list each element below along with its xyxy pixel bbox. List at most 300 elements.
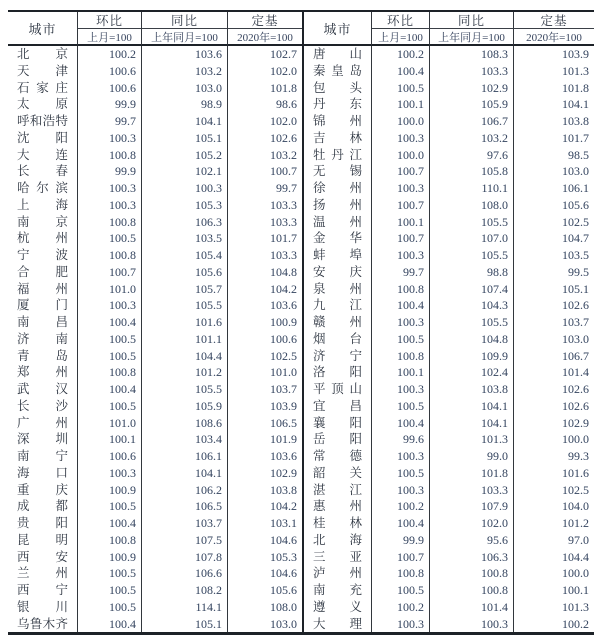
city-cell <box>304 515 372 532</box>
index-column-subheader: 上月=100 <box>372 29 430 46</box>
city-char: 丹 <box>331 147 344 162</box>
city-char: 三 <box>313 549 326 564</box>
yoy-value-cell: 105.5 <box>430 314 514 331</box>
yoy-value-cell: 105.5 <box>142 297 228 314</box>
city-char: 吉 <box>313 130 326 145</box>
yoy-value-cell: 97.6 <box>430 147 514 164</box>
base-value-cell: 105.6 <box>562 197 589 212</box>
city-char: 岛 <box>55 348 68 363</box>
base-value-cell: 102.9 <box>562 415 589 430</box>
city-char: 海 <box>349 532 362 547</box>
mom-value-cell: 100.7 <box>372 549 430 566</box>
mom-value-cell: 101.0 <box>78 415 142 432</box>
city-char: 长 <box>17 164 30 179</box>
city-char: 包 <box>313 80 326 95</box>
city-cell <box>304 498 372 515</box>
yoy-value-cell: 105.1 <box>142 616 228 633</box>
city-char: 秦 <box>313 63 326 78</box>
city-char: 亚 <box>349 549 362 564</box>
mom-value-cell: 100.2 <box>372 599 430 616</box>
base-value-cell: 103.5 <box>562 248 589 262</box>
yoy-value-cell: 110.1 <box>430 180 514 197</box>
yoy-value-cell: 105.6 <box>142 264 228 281</box>
city-cell <box>8 381 78 398</box>
yoy-value-cell: 101.4 <box>430 599 514 616</box>
city-char: 山 <box>349 47 362 61</box>
yoy-value-cell: 98.9 <box>142 96 228 113</box>
yoy-value-cell: 107.5 <box>142 532 228 549</box>
base-value-cell: 106.5 <box>270 415 297 430</box>
city-char: 烟 <box>313 331 326 346</box>
yoy-value-cell: 104.4 <box>142 348 228 365</box>
mom-value-cell: 100.4 <box>372 297 430 314</box>
yoy-value-cell: 102.0 <box>430 515 514 532</box>
yoy-value-cell: 114.1 <box>142 599 228 616</box>
city-char: 圳 <box>55 432 68 447</box>
city-char: 锡 <box>349 164 362 179</box>
city-char: 明 <box>55 532 68 547</box>
city-char: 阳 <box>55 516 68 530</box>
index-column-subheader: 上年同月=100 <box>430 29 514 46</box>
city-char: 牡 <box>313 147 326 162</box>
mom-value-cell: 100.3 <box>372 448 430 465</box>
mom-value-cell: 99.9 <box>372 532 430 549</box>
mom-value-cell: 100.5 <box>78 498 142 515</box>
yoy-value-cell: 108.0 <box>430 197 514 214</box>
city-char: 尔 <box>36 181 49 195</box>
mom-value-cell: 100.7 <box>372 163 430 180</box>
yoy-value-cell: 106.2 <box>142 482 228 499</box>
city-char: 南 <box>17 449 30 463</box>
city-cell <box>8 398 78 415</box>
city-char: 温 <box>313 214 326 229</box>
city-cell <box>304 214 372 231</box>
city-char: 洛 <box>313 365 326 380</box>
yoy-value-cell: 104.8 <box>430 331 514 348</box>
yoy-value-cell: 103.3 <box>430 63 514 80</box>
city-char: 州 <box>55 415 68 430</box>
base-value-cell: 105.1 <box>562 281 589 296</box>
city-char: 海 <box>55 197 68 212</box>
city-char: 江 <box>349 147 362 162</box>
city-char: 齐 <box>55 616 68 631</box>
mom-value-cell: 100.7 <box>78 264 142 281</box>
city-char: 南 <box>313 583 326 597</box>
city-char: 连 <box>55 147 68 162</box>
yoy-value-cell: 103.2 <box>430 130 514 147</box>
city-cell <box>304 381 372 398</box>
city-char: 广 <box>17 415 30 430</box>
city-char: 金 <box>313 231 326 246</box>
city-cell <box>304 180 372 197</box>
mom-value-cell: 100.4 <box>372 63 430 80</box>
base-value-cell: 103.8 <box>270 482 297 497</box>
city-cell <box>8 582 78 599</box>
mom-value-cell: 100.5 <box>78 398 142 415</box>
base-value-cell: 102.9 <box>270 465 297 480</box>
city-cell <box>8 130 78 147</box>
yoy-value-cell: 105.1 <box>142 130 228 147</box>
base-value-cell: 102.6 <box>270 130 297 145</box>
city-char: 乌 <box>17 616 30 631</box>
base-value-cell: 101.7 <box>562 130 589 145</box>
base-value-cell: 102.6 <box>562 298 589 313</box>
base-value-cell: 99.3 <box>568 449 589 463</box>
base-value-cell: 103.1 <box>270 516 297 530</box>
yoy-value-cell: 108.3 <box>430 46 514 63</box>
city-char: 埠 <box>349 248 362 262</box>
base-value-cell: 103.0 <box>562 164 589 179</box>
base-value-cell: 102.5 <box>562 482 589 497</box>
base-value-cell: 101.8 <box>562 80 589 95</box>
city-char: 北 <box>313 532 326 547</box>
mom-value-cell: 100.4 <box>78 515 142 532</box>
city-char: 海 <box>17 465 30 480</box>
city-char: 台 <box>349 331 362 346</box>
yoy-value-cell: 105.9 <box>142 398 228 415</box>
city-char: 扬 <box>313 197 326 212</box>
base-value-cell: 98.5 <box>568 147 589 162</box>
city-cell <box>304 163 372 180</box>
base-value-cell: 108.0 <box>270 599 297 614</box>
city-char: 州 <box>55 281 68 296</box>
city-char: 长 <box>17 398 30 413</box>
city-char: 无 <box>313 164 326 179</box>
base-value-cell: 100.9 <box>270 315 297 329</box>
base-value-cell: 103.7 <box>562 315 589 329</box>
mom-value-cell: 100.0 <box>372 147 430 164</box>
mom-value-cell: 100.9 <box>78 482 142 499</box>
index-column-header: 环比 <box>372 12 430 29</box>
index-column-header: 定基 <box>228 12 302 29</box>
city-char: 都 <box>55 499 68 514</box>
city-char: 呼 <box>17 114 30 128</box>
city-char: 特 <box>55 114 68 128</box>
city-cell <box>8 549 78 566</box>
base-value-cell: 101.9 <box>270 432 297 447</box>
mom-value-cell: 99.7 <box>372 264 430 281</box>
city-char: 武 <box>17 382 30 396</box>
city-cell <box>8 46 78 63</box>
yoy-value-cell: 102.4 <box>430 364 514 381</box>
city-char: 安 <box>313 264 326 279</box>
city-char: 庆 <box>349 264 362 279</box>
mom-value-cell: 100.8 <box>372 281 430 298</box>
base-value-cell: 102.7 <box>270 47 297 61</box>
base-value-cell: 102.0 <box>270 63 297 78</box>
price-index-table-left <box>8 10 304 635</box>
city-char: 宁 <box>55 583 68 597</box>
mom-value-cell: 99.6 <box>372 431 430 448</box>
city-char: 南 <box>17 315 30 329</box>
city-char: 阳 <box>349 415 362 430</box>
city-char: 庄 <box>55 80 68 95</box>
city-char: 南 <box>55 331 68 346</box>
yoy-value-cell: 101.1 <box>142 331 228 348</box>
city-char: 岳 <box>313 432 326 447</box>
city-char: 滨 <box>55 181 68 195</box>
city-cell <box>304 297 372 314</box>
yoy-value-cell: 104.1 <box>430 415 514 432</box>
mom-value-cell: 99.9 <box>78 163 142 180</box>
city-cell <box>304 482 372 499</box>
city-char: 唐 <box>313 47 326 61</box>
city-char: 家 <box>36 80 49 95</box>
base-value-cell: 106.1 <box>562 181 589 195</box>
city-char: 庆 <box>55 482 68 497</box>
city-cell <box>8 515 78 532</box>
price-index-tables <box>8 10 594 635</box>
base-value-cell: 103.0 <box>562 331 589 346</box>
city-char: 泸 <box>313 566 326 581</box>
city-char: 常 <box>313 449 326 463</box>
city-char: 上 <box>17 197 30 212</box>
mom-value-cell: 100.5 <box>78 348 142 365</box>
city-char: 山 <box>349 382 362 396</box>
city-char: 门 <box>55 298 68 313</box>
base-value-cell: 103.3 <box>270 214 297 229</box>
yoy-value-cell: 103.8 <box>430 381 514 398</box>
city-cell <box>8 281 78 298</box>
base-value-cell: 103.2 <box>270 147 297 162</box>
yoy-value-cell: 101.6 <box>142 314 228 331</box>
mom-value-cell: 100.3 <box>78 197 142 214</box>
city-cell <box>304 431 372 448</box>
mom-value-cell: 100.1 <box>372 96 430 113</box>
mom-value-cell: 100.3 <box>78 180 142 197</box>
base-value-cell: 104.6 <box>270 566 297 581</box>
base-value-cell: 104.6 <box>270 532 297 547</box>
city-char: 丹 <box>313 97 326 112</box>
index-column-header: 同比 <box>142 12 228 29</box>
mom-value-cell: 100.5 <box>78 565 142 582</box>
yoy-value-cell: 107.8 <box>142 549 228 566</box>
base-value-cell: 100.2 <box>562 616 589 631</box>
city-cell <box>8 314 78 331</box>
index-column-subheader: 2020年=100 <box>228 29 302 46</box>
mom-value-cell: 100.3 <box>372 381 430 398</box>
base-value-cell: 104.7 <box>562 231 589 246</box>
city-char: 兰 <box>17 566 30 581</box>
index-column-header: 定基 <box>514 12 594 29</box>
base-value-cell: 102.6 <box>562 382 589 396</box>
base-value-cell: 104.2 <box>270 499 297 514</box>
city-cell <box>304 582 372 599</box>
city-cell <box>304 130 372 147</box>
city-char: 重 <box>17 482 30 497</box>
yoy-value-cell: 107.0 <box>430 230 514 247</box>
city-char: 鲁 <box>29 616 43 631</box>
city-char: 哈 <box>17 181 30 195</box>
city-char: 宁 <box>17 248 30 262</box>
price-index-table-right <box>304 10 594 635</box>
city-cell <box>8 532 78 549</box>
mom-value-cell: 100.3 <box>78 465 142 482</box>
mom-value-cell: 100.3 <box>372 180 430 197</box>
base-value-cell: 104.0 <box>562 499 589 514</box>
city-char: 州 <box>349 181 362 195</box>
city-char: 福 <box>17 281 30 296</box>
base-value-cell: 102.6 <box>562 398 589 413</box>
yoy-value-cell: 99.0 <box>430 448 514 465</box>
city-char: 杭 <box>17 231 30 246</box>
city-char: 州 <box>349 197 362 212</box>
city-char: 宁 <box>55 449 68 463</box>
yoy-value-cell: 104.1 <box>142 465 228 482</box>
city-char: 州 <box>55 566 68 581</box>
base-value-cell: 101.8 <box>270 80 297 95</box>
city-char: 木 <box>42 616 56 631</box>
mom-value-cell: 100.7 <box>372 230 430 247</box>
city-cell <box>304 113 372 130</box>
city-char: 肥 <box>55 264 68 279</box>
yoy-value-cell: 100.8 <box>430 565 514 582</box>
yoy-value-cell: 106.1 <box>142 448 228 465</box>
mom-value-cell: 100.5 <box>372 80 430 97</box>
base-value-cell: 105.3 <box>270 549 297 564</box>
city-cell <box>8 80 78 97</box>
city-char: 沙 <box>55 398 68 413</box>
city-char: 华 <box>349 231 362 246</box>
mom-value-cell: 100.8 <box>78 214 142 231</box>
yoy-value-cell: 104.3 <box>430 297 514 314</box>
city-char: 惠 <box>313 499 326 514</box>
base-value-cell: 104.2 <box>270 281 297 296</box>
base-value-cell: 98.6 <box>276 97 297 112</box>
yoy-value-cell: 98.8 <box>430 264 514 281</box>
city-cell <box>304 264 372 281</box>
base-value-cell: 102.5 <box>562 214 589 229</box>
city-cell <box>304 281 372 298</box>
index-column-header: 同比 <box>430 12 514 29</box>
base-value-cell: 101.3 <box>562 63 589 78</box>
yoy-value-cell: 106.3 <box>430 549 514 566</box>
mom-value-cell: 100.5 <box>78 230 142 247</box>
city-cell <box>8 214 78 231</box>
base-value-cell: 101.4 <box>562 365 589 380</box>
mom-value-cell: 100.4 <box>372 415 430 432</box>
city-cell <box>304 96 372 113</box>
city-char: 徐 <box>313 181 326 195</box>
city-char: 西 <box>17 583 30 597</box>
city-char: 沈 <box>17 130 30 145</box>
city-char: 宁 <box>349 348 362 363</box>
city-cell <box>8 180 78 197</box>
city-char: 州 <box>349 214 362 229</box>
yoy-value-cell: 101.2 <box>142 364 228 381</box>
yoy-value-cell: 105.8 <box>430 163 514 180</box>
yoy-value-cell: 107.4 <box>430 281 514 298</box>
city-cell <box>304 599 372 616</box>
city-char: 林 <box>349 516 362 530</box>
city-char: 太 <box>17 97 30 112</box>
base-value-cell: 101.2 <box>562 516 589 530</box>
city-char: 昆 <box>17 532 30 547</box>
city-cell <box>304 364 372 381</box>
city-column-header: 城市 <box>8 12 78 46</box>
mom-value-cell: 100.6 <box>78 80 142 97</box>
city-char: 岛 <box>349 63 362 78</box>
city-cell <box>8 498 78 515</box>
city-cell <box>8 331 78 348</box>
yoy-value-cell: 103.2 <box>142 63 228 80</box>
city-char: 波 <box>55 248 68 262</box>
city-char: 天 <box>17 63 30 78</box>
city-char: 赣 <box>313 315 326 329</box>
city-char: 合 <box>17 264 30 279</box>
yoy-value-cell: 105.5 <box>430 214 514 231</box>
city-cell <box>304 616 372 633</box>
city-char: 浩 <box>42 114 56 128</box>
city-cell <box>304 247 372 264</box>
yoy-value-cell: 105.7 <box>142 281 228 298</box>
mom-value-cell: 100.1 <box>78 431 142 448</box>
yoy-value-cell: 100.3 <box>142 180 228 197</box>
base-value-cell: 99.5 <box>568 264 589 279</box>
yoy-value-cell: 103.6 <box>142 46 228 63</box>
yoy-value-cell: 104.1 <box>430 398 514 415</box>
city-char: 川 <box>55 599 68 614</box>
mom-value-cell: 99.9 <box>78 96 142 113</box>
city-char: 津 <box>55 63 68 78</box>
city-cell <box>8 348 78 365</box>
city-char: 泉 <box>313 281 326 296</box>
base-value-cell: 104.4 <box>562 549 589 564</box>
yoy-value-cell: 107.9 <box>430 498 514 515</box>
base-value-cell: 102.5 <box>270 348 297 363</box>
yoy-value-cell: 102.1 <box>142 163 228 180</box>
city-char: 蚌 <box>313 248 326 262</box>
yoy-value-cell: 109.9 <box>430 348 514 365</box>
city-cell <box>304 80 372 97</box>
city-char: 充 <box>349 583 362 597</box>
base-value-cell: 99.7 <box>276 181 297 195</box>
base-value-cell: 100.0 <box>562 432 589 447</box>
base-value-cell: 103.6 <box>270 298 297 313</box>
city-char: 济 <box>17 331 30 346</box>
city-cell <box>8 565 78 582</box>
mom-value-cell: 100.9 <box>78 549 142 566</box>
base-value-cell: 103.7 <box>270 382 297 396</box>
city-char: 贵 <box>17 516 30 530</box>
city-char: 州 <box>55 365 68 380</box>
city-char: 江 <box>349 482 362 497</box>
yoy-value-cell: 105.9 <box>430 96 514 113</box>
mom-value-cell: 100.3 <box>372 130 430 147</box>
city-cell <box>8 482 78 499</box>
base-value-cell: 100.7 <box>270 164 297 179</box>
yoy-value-cell: 106.5 <box>142 498 228 515</box>
yoy-value-cell: 101.3 <box>430 431 514 448</box>
yoy-value-cell: 102.9 <box>430 80 514 97</box>
mom-value-cell: 100.6 <box>78 63 142 80</box>
city-char: 银 <box>17 599 30 614</box>
city-char: 州 <box>349 315 362 329</box>
base-value-cell: 103.3 <box>270 248 297 262</box>
city-cell <box>8 599 78 616</box>
base-value-cell: 101.7 <box>270 231 297 246</box>
yoy-value-cell: 105.5 <box>430 247 514 264</box>
base-value-cell: 103.3 <box>270 197 297 212</box>
city-cell <box>304 549 372 566</box>
city-char: 郑 <box>17 365 30 380</box>
index-column-subheader: 上年同月=100 <box>142 29 228 46</box>
city-char: 青 <box>17 348 30 363</box>
base-value-cell: 100.6 <box>270 331 297 346</box>
city-char: 大 <box>313 616 326 631</box>
mom-value-cell: 100.3 <box>78 130 142 147</box>
yoy-value-cell: 103.0 <box>142 80 228 97</box>
